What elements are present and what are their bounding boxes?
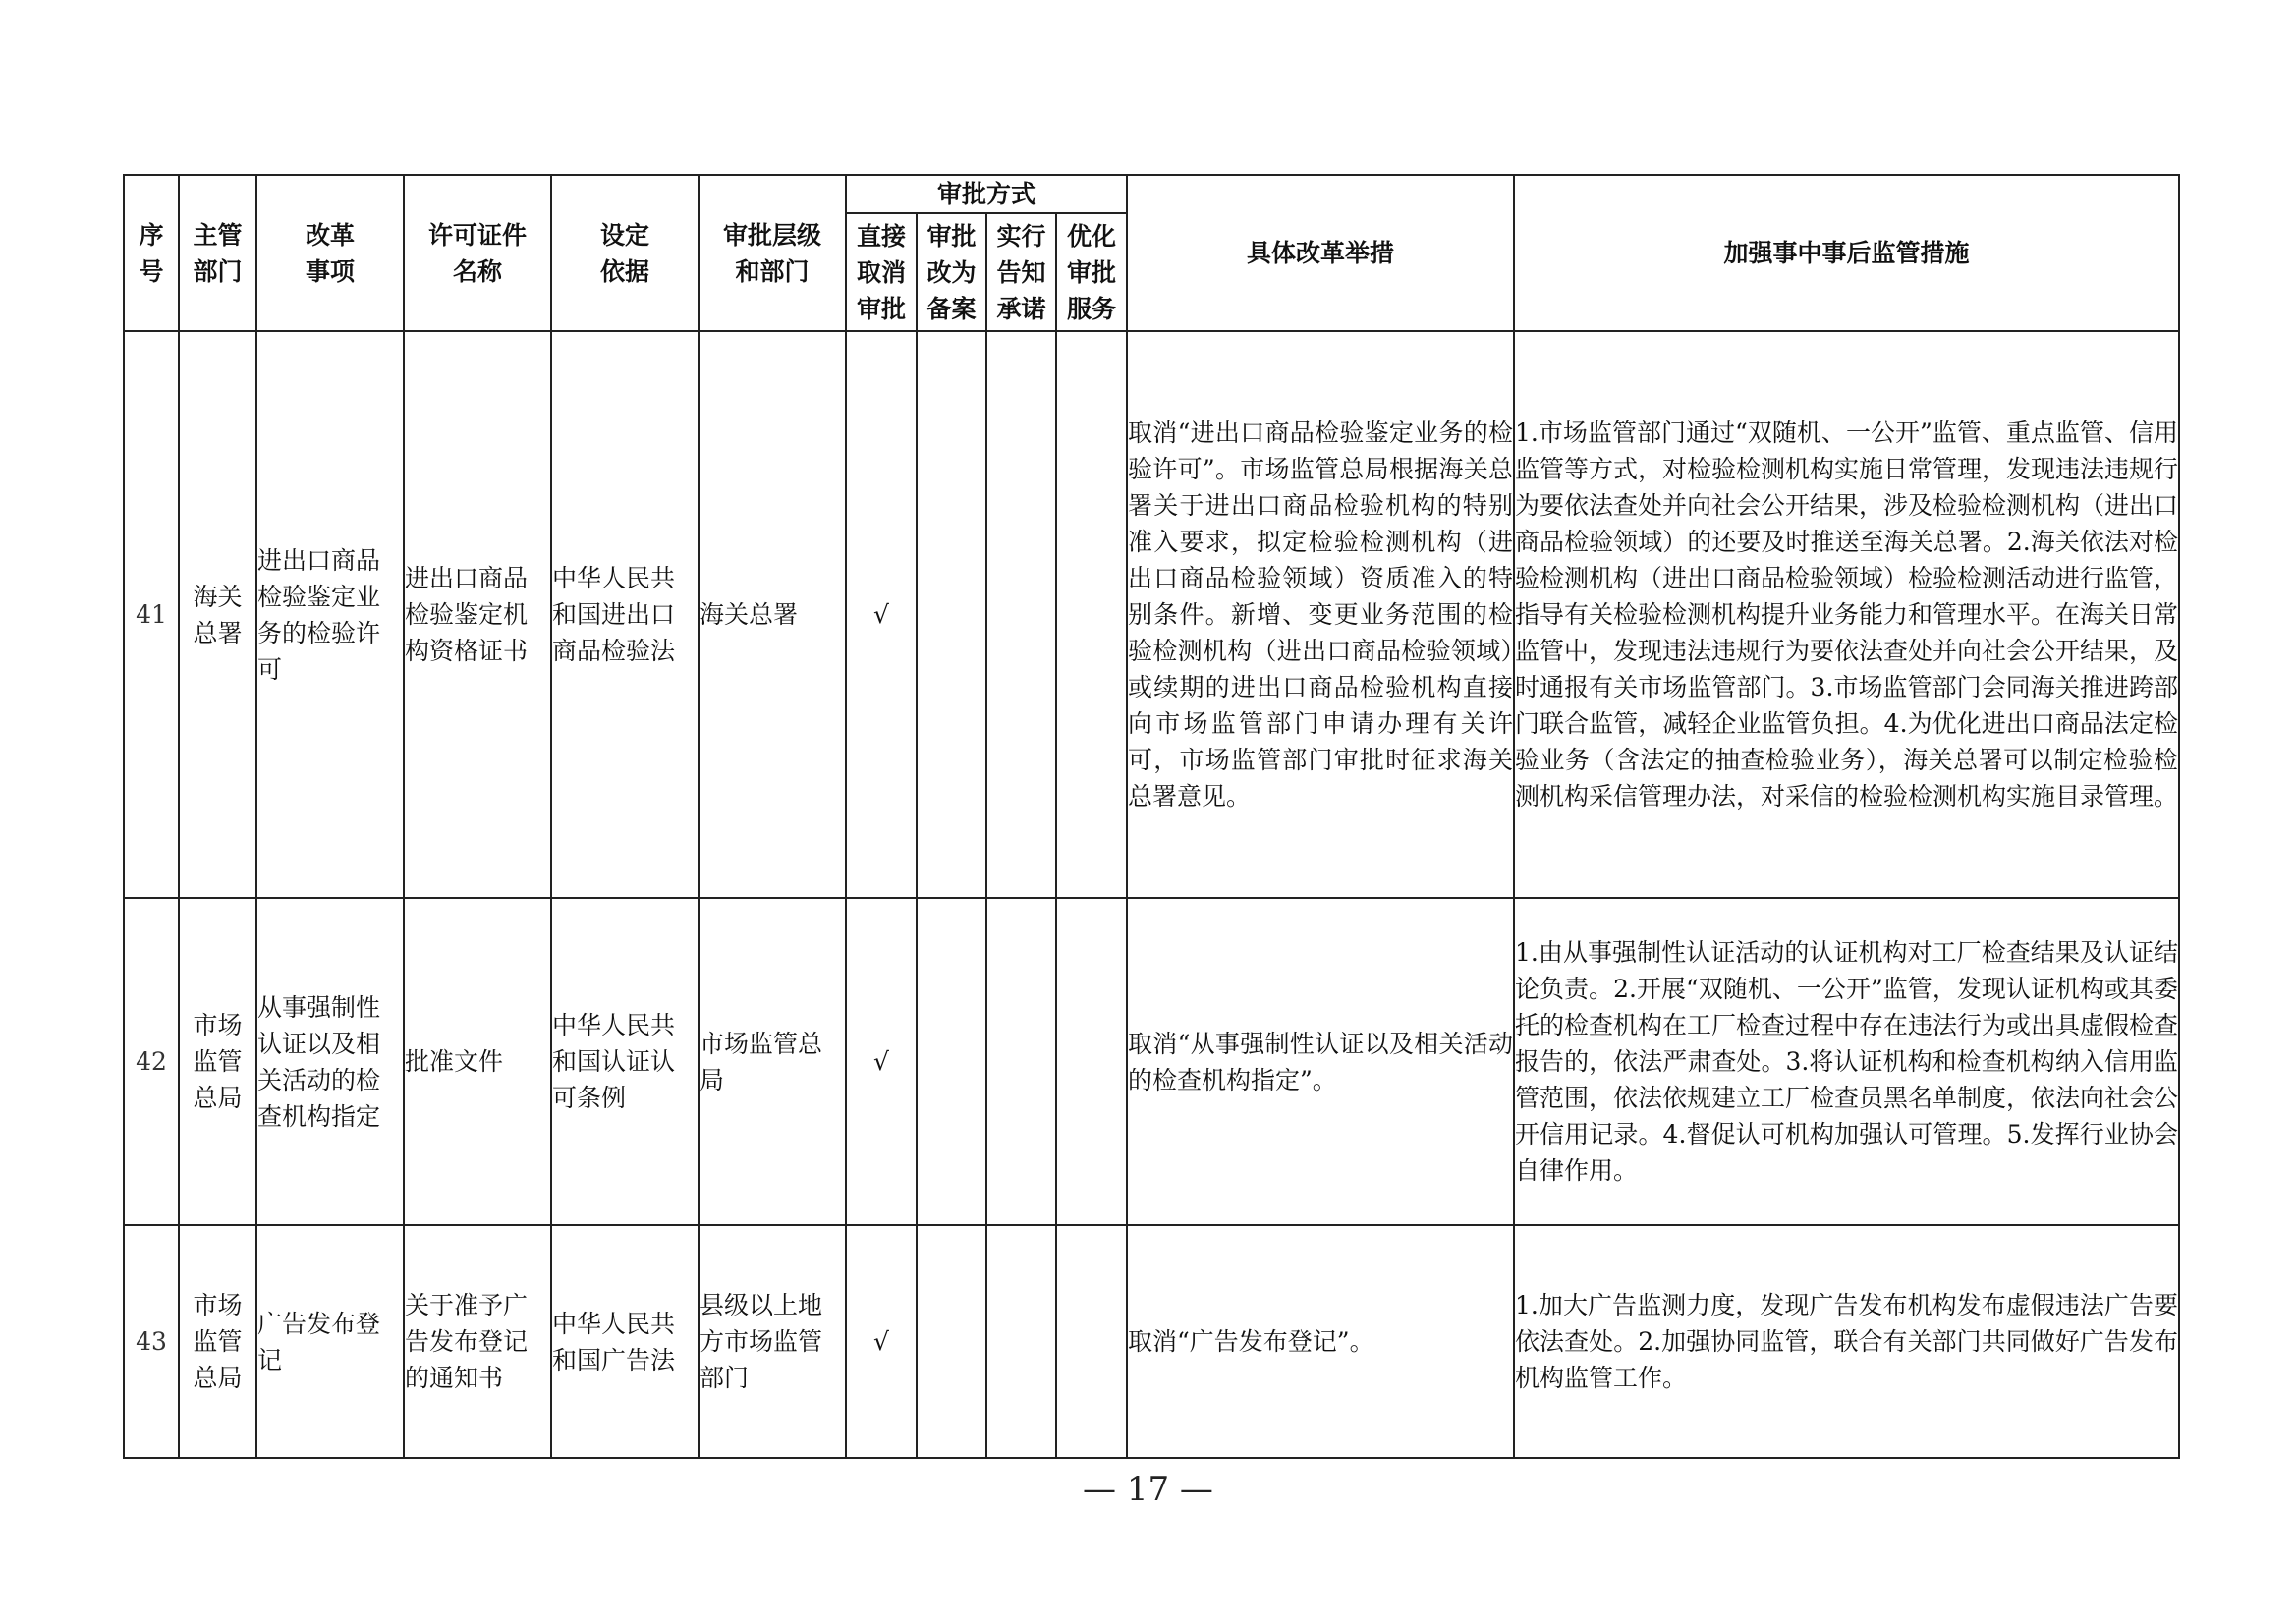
row-check-optimize — [1056, 331, 1127, 898]
header-basis: 设定依据 — [551, 175, 699, 331]
row-dept — [179, 1225, 256, 1458]
row-basis: 中华人民共和国认证认可条例 — [551, 898, 699, 1225]
row-item: 广告发布登记 — [256, 1225, 404, 1458]
header-row-top — [124, 175, 2179, 213]
header-dept: 主管部门 — [179, 175, 256, 331]
header-level: 审批层级和部门 — [699, 175, 846, 331]
row-check-promise — [986, 1225, 1056, 1458]
row-seq: 43 — [124, 1225, 179, 1458]
header-item: 改革事项 — [256, 175, 404, 331]
row-license: 批准文件 — [404, 898, 551, 1225]
header-method-cancel: 直接取消审批 — [846, 213, 917, 331]
row-measure: 取消“从事强制性认证以及相关活动的检查机构指定”。 — [1127, 898, 1514, 1225]
row-item: 进出口商品检验鉴定业务的检验许可 — [256, 331, 404, 898]
row-supervision: 1.由从事强制性认证活动的认证机构对工厂检查结果及认证结论负责。2.开展“双随机、一公开”监管，发现认证机构或其委托的检查机构在工厂检查过程中存在违法行为或出具虚假检查报告的，依法严肃查处。3.将认证机构和检查机构纳入信用监管范围，依法依规建立工厂检查员黑名单制度，依法向社会公开信用记录。4.督促认可机构加强认可管理。5.发挥行业协会自律作用。 — [1514, 898, 2179, 1225]
row-license: 关于准予广告发布登记的通知书 — [404, 1225, 551, 1458]
row-basis: 中华人民共和国广告法 — [551, 1225, 699, 1458]
row-check-optimize — [1056, 898, 1127, 1225]
header-method-optimize: 优化审批服务 — [1056, 213, 1127, 331]
row-check-cancel: √ — [846, 898, 917, 1225]
table-row — [124, 898, 2179, 1225]
header-method-promise: 实行告知承诺 — [986, 213, 1056, 331]
table-row — [124, 331, 2179, 898]
row-dept-text: 市场监管总局 — [193, 1011, 243, 1112]
row-supervision: 1.加大广告监测力度，发现广告发布机构发布虚假违法广告要依法查处。2.加强协同监管，联合有关部门共同做好广告发布机构监管工作。 — [1514, 1225, 2179, 1458]
row-dept — [179, 331, 256, 898]
row-check-cancel: √ — [846, 331, 917, 898]
header-measure: 具体改革举措 — [1127, 175, 1514, 331]
row-level: 市场监管总局 — [699, 898, 846, 1225]
row-check-record — [917, 898, 986, 1225]
row-supervision: 1.市场监管部门通过“双随机、一公开”监管、重点监管、信用监管等方式，对检验检测机构实施日常管理，发现违法违规行为要依法查处并向社会公开结果，涉及检验检测机构（进出口商品检验领域）的还要及时推送至海关总署。2.海关依法对检验检测机构（进出口商品检验领域）检验检测活动进行监管，指导有关检验检测机构提升业务能力和管理水平。在海关日常监管中，发现违法违规行为要依法查处并向社会公开结果，及时通报有关市场监管部门。3.市场监管部门会同海关推进跨部门联合监管，减轻企业监管负担。4.为优化进出口商品法定检验业务（含法定的抽查检验业务），海关总署可以制定检验检测机构采信管理办法，对采信的检验检测机构实施目录管理。 — [1514, 331, 2179, 898]
row-check-record — [917, 331, 986, 898]
row-dept — [179, 898, 256, 1225]
reform-table — [123, 174, 2180, 1459]
page-number: — 17 — — [1083, 1470, 1213, 1509]
row-level: 县级以上地方市场监管部门 — [699, 1225, 846, 1458]
header-supervision: 加强事中事后监管措施 — [1514, 175, 2179, 331]
row-basis: 中华人民共和国进出口商品检验法 — [551, 331, 699, 898]
row-measure: 取消“广告发布登记”。 — [1127, 1225, 1514, 1458]
row-item: 从事强制性认证以及相关活动的检查机构指定 — [256, 898, 404, 1225]
row-dept-text: 市场监管总局 — [193, 1291, 243, 1392]
row-check-promise — [986, 331, 1056, 898]
row-dept-text: 海关总署 — [193, 582, 243, 647]
row-check-optimize — [1056, 1225, 1127, 1458]
row-check-record — [917, 1225, 986, 1458]
row-license: 进出口商品检验鉴定机构资格证书 — [404, 331, 551, 898]
row-level: 海关总署 — [699, 331, 846, 898]
header-method-record: 审批改为备案 — [917, 213, 986, 331]
header-seq: 序号 — [124, 175, 179, 331]
row-check-cancel: √ — [846, 1225, 917, 1458]
header-license: 许可证件名称 — [404, 175, 551, 331]
row-check-promise — [986, 898, 1056, 1225]
row-measure: 取消“进出口商品检验鉴定业务的检验许可”。市场监管总局根据海关总署关于进出口商品检验机构的特别准入要求，拟定检验检测机构（进出口商品检验领域）资质准入的特别条件。新增、变更业务范围的检验检测机构（进出口商品检验领域）或续期的进出口商品检验机构直接向市场监管部门申请办理有关许可，市场监管部门审批时征求海关总署意见。 — [1127, 331, 1514, 898]
header-method: 审批方式 — [846, 175, 1127, 213]
row-seq: 42 — [124, 898, 179, 1225]
table-row — [124, 1225, 2179, 1458]
row-seq: 41 — [124, 331, 179, 898]
